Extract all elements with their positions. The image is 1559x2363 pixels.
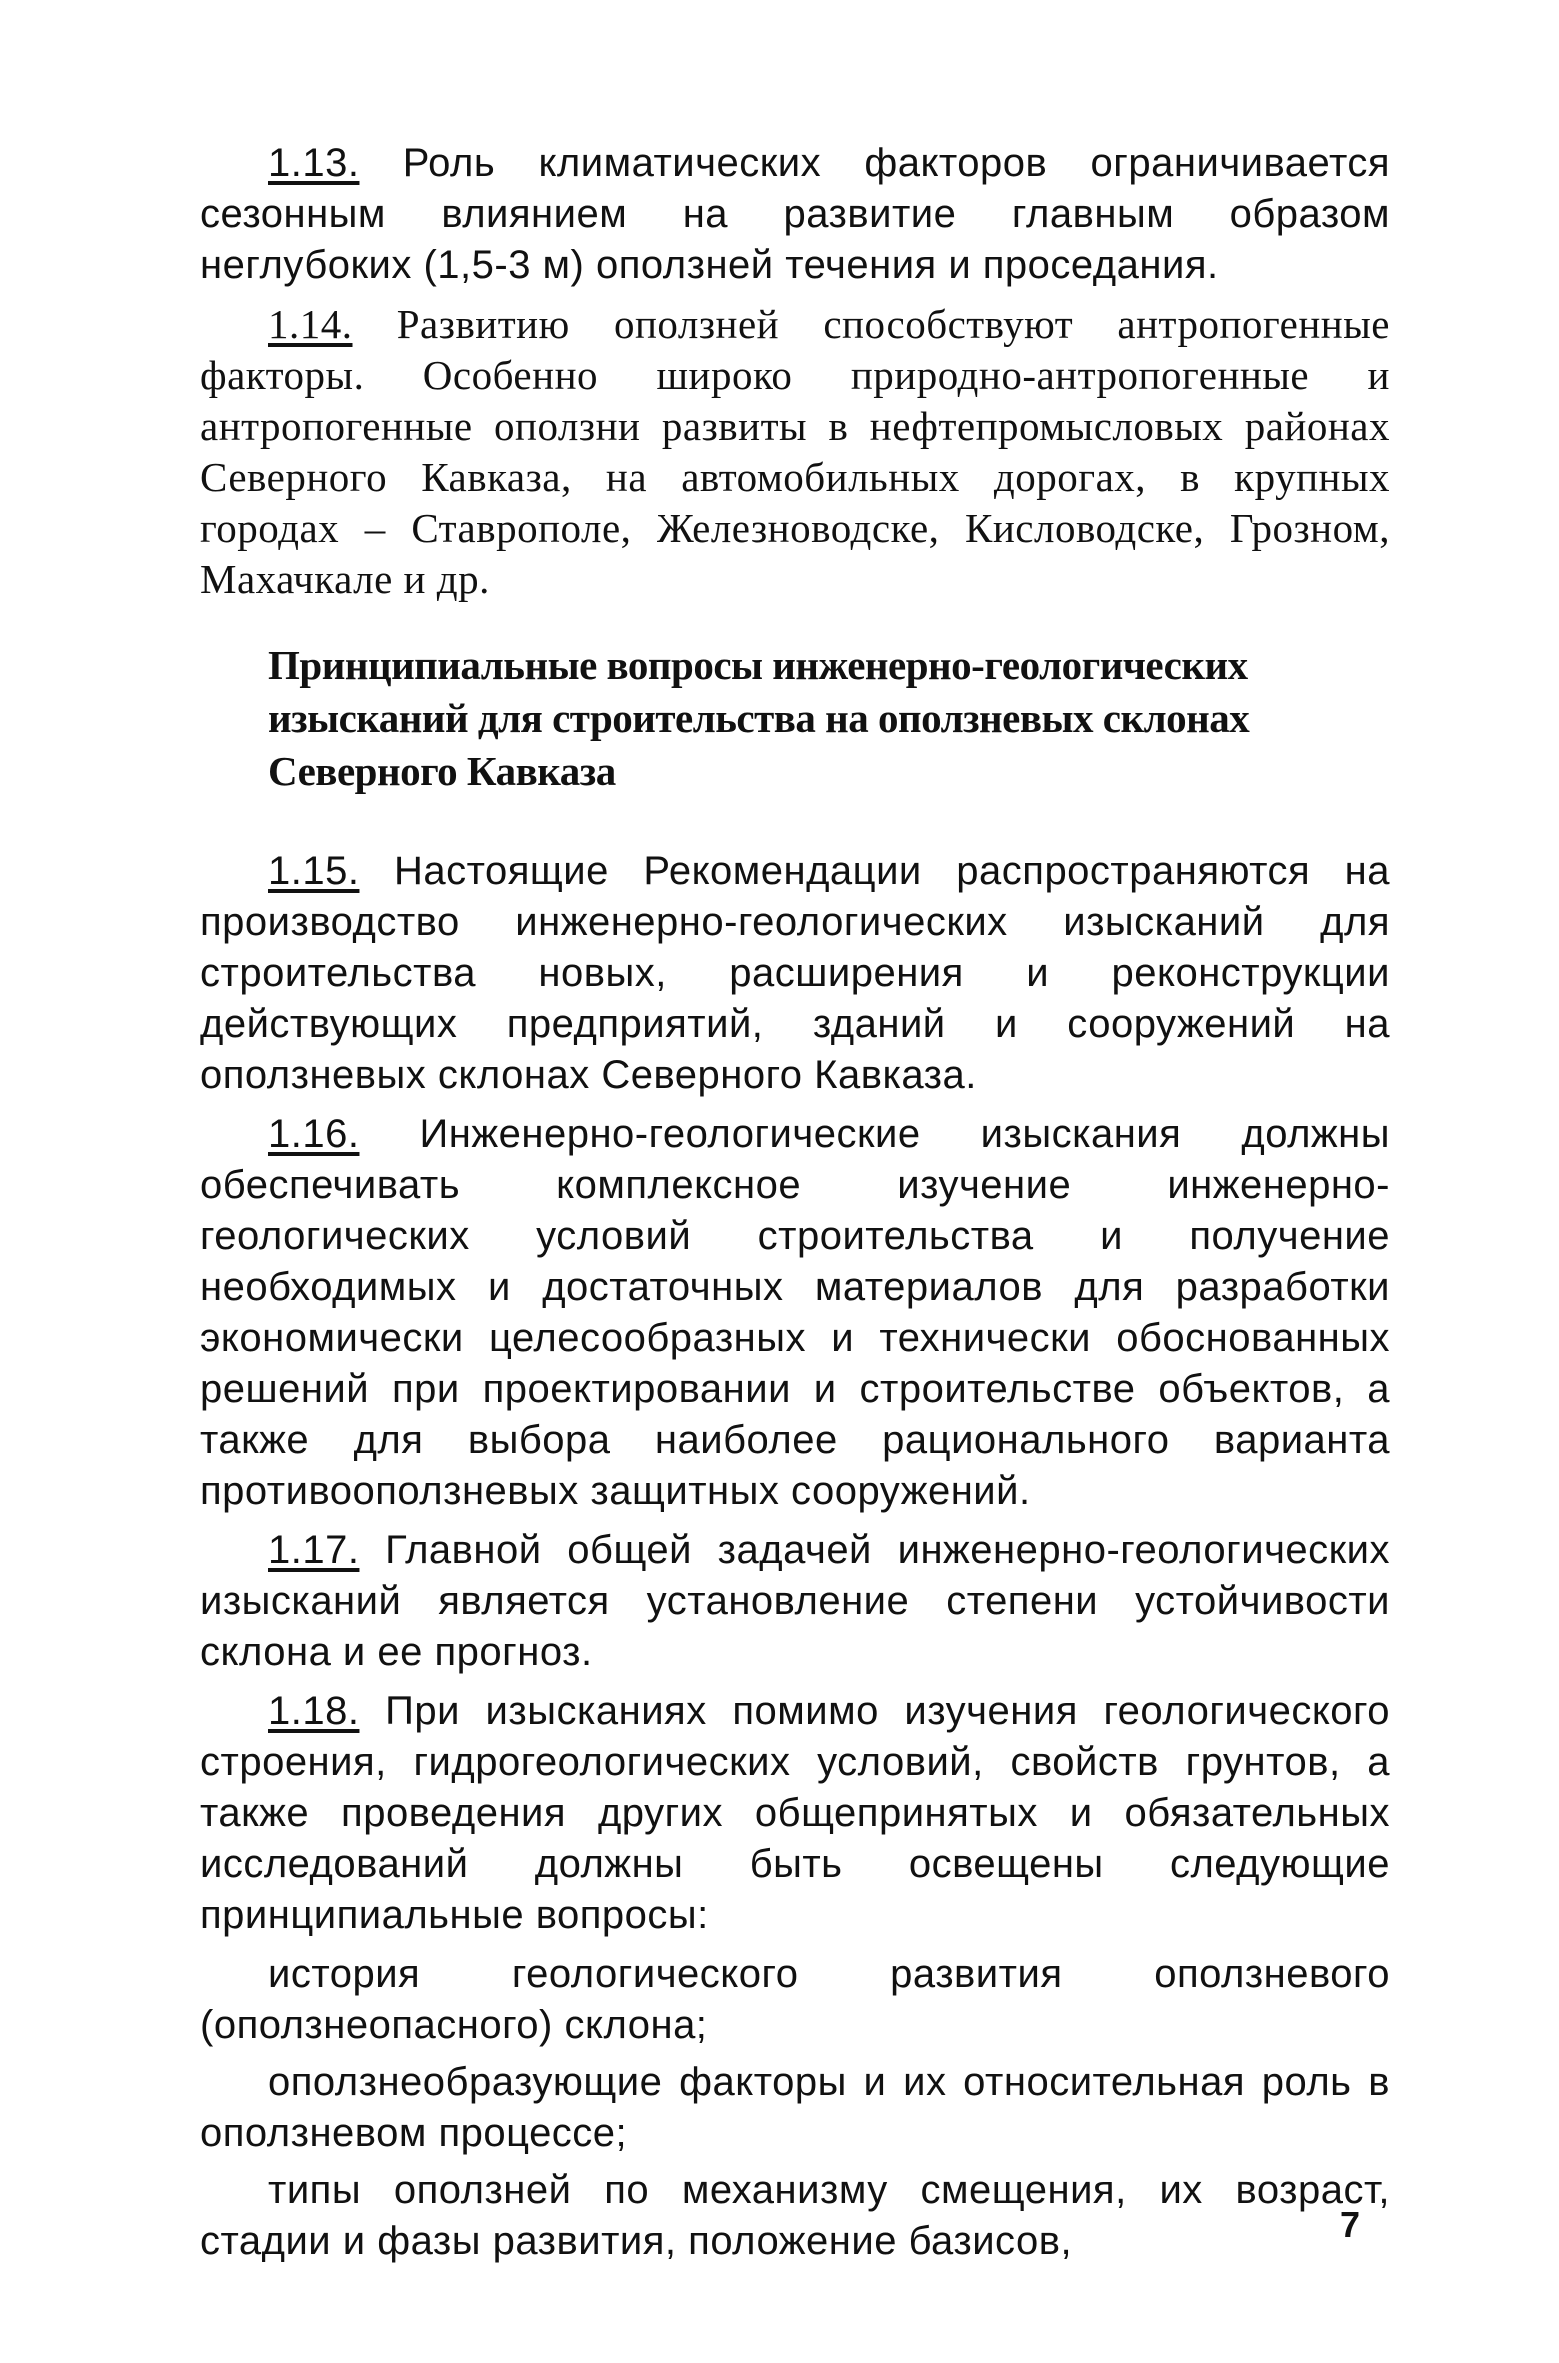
clause-number: 1.13. [268,141,360,185]
paragraph-1-17 [200,1525,1390,1678]
paragraph-1-16 [200,1109,1390,1517]
page-number: 7 [1340,2204,1361,2245]
paragraph-text: Роль климатических факторов ограничивается сезонным влиянием на развитие главным образом неглубоких (1,5-3 м) оползней течения и проседания. [200,141,1390,287]
clause-number: 1.15. [268,849,360,893]
list-item: типы оползней по механизму смещения, их возраст, стадии и фазы развития, положение базисов, [200,2168,1390,2263]
paragraph-text: Главной общей задачей инженерно-геологических изысканий является установление степени устойчивости склона и ее прогноз. [200,1528,1390,1674]
clause-number: 1.16. [268,1112,360,1156]
clause-number: 1.14. [268,301,353,347]
paragraph-1-13 [200,138,1390,291]
list-item: история геологического развития оползневого (оползнеопасного) склона; [200,1952,1390,2047]
paragraph-1-15 [200,846,1390,1101]
document-page [200,138,1390,2273]
paragraph-1-18 [200,1686,1390,1941]
list-item: оползнеобразующие факторы и их относительная роль в оползневом процессе; [200,2060,1390,2155]
clause-number: 1.18. [268,1689,360,1733]
paragraph-text: При изысканиях помимо изучения геологического строения, гидрогеологических условий, свойств грунтов, а также проведения других общепринятых и обязательных исследований должны быть освещены следующие принципиальные вопросы: [200,1689,1390,1937]
paragraph-text: Развитию оползней способствуют антропогенные факторы. Особенно широко природно-антропогенные и антропогенные оползни развиты в нефтепромысловых районах Северного Кавказа, на автомобильных дорогах, в крупных городах – Ставрополе, Железноводске, Кисловодске, Грозном, Махачкале и др. [200,301,1390,602]
section-heading: Принципиальные вопросы инженерно-геологических изысканий для строительства на оползневых склонах Северного Кавказа [268,642,1250,794]
paragraph-1-14 [200,299,1390,605]
paragraph-text: Настоящие Рекомендации распространяются на производство инженерно-геологических изысканий для строительства новых, расширения и реконструкции действующих предприятий, зданий и сооружений на оползневых склонах Северного Кавказа. [200,849,1390,1097]
paragraph-text: Инженерно-геологические изыскания должны обеспечивать комплексное изучение инженерно-геологических условий строительства и получение необходимых и достаточных материалов для разработки экономически целесообразных и технически обоснованных решений при проектировании и строительстве объектов, а также для выбора наиболее рационального варианта противооползневых защитных сооружений. [200,1112,1390,1513]
clause-number: 1.17. [268,1528,360,1572]
